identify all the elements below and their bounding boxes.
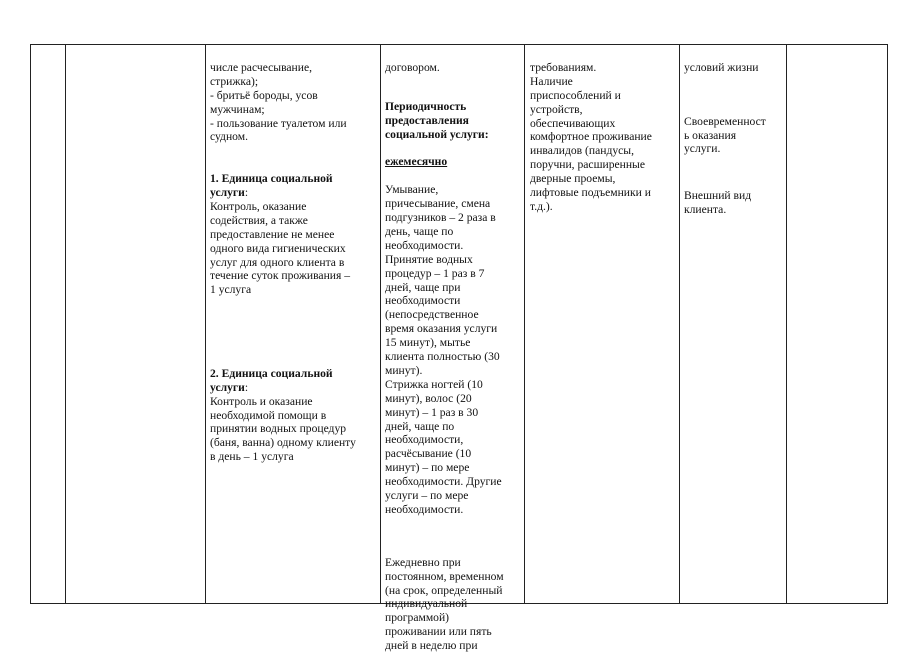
periodicity-value: ежемесячно [385, 155, 448, 169]
cell-quality [684, 47, 784, 231]
periodicity-residence: Ежедневно при постоянном, временном (на срок, определенный индивидуальной программой) проживании или пять дней в неделю при [385, 555, 504, 653]
column-divider [380, 44, 381, 604]
unit1-text: Контроль, оказание содействия, а также предоставление не менее одного вида гигиенических услуг для одного клиента в течение суток проживания – 1 услуга [210, 199, 351, 297]
table-top-border [30, 44, 888, 45]
column-divider [524, 44, 525, 604]
service-content-intro: числе расчесывание, стрижка); - бритьё бороды, усов мужчинам; - пользование туалетом или судном. [210, 60, 347, 144]
cell-conditions [530, 47, 678, 214]
unit2-text: Контроль и оказание необходимой помощи в принятии водных процедур (баня, ванна) одному клиенту в день – 1 услуга [210, 394, 356, 464]
cell-periodicity [385, 47, 523, 667]
unit2-heading: 2. Единица социальной услуги: [210, 366, 333, 394]
column-divider [786, 44, 787, 604]
conditions-text: требованиям. Наличие приспособлений и устройств, обеспечивающих комфортное проживание инвалидов (пандусы, поручни, расширенные дверные проемы, лифтовые подъемники и т.д.). [530, 60, 652, 213]
quality-text-3: Внешний вид клиента. [684, 189, 752, 217]
quality-text-1: условий жизни [684, 60, 759, 74]
quality-text-2: Своевременност ь оказания услуги. [684, 114, 766, 156]
column-divider [65, 44, 66, 604]
column-divider [679, 44, 680, 604]
column-divider [30, 44, 31, 604]
column-divider [205, 44, 206, 604]
cell-service-content [210, 47, 378, 478]
unit1-heading: 1. Единица социальной услуги: [210, 172, 333, 200]
periodicity-intro: договором. [385, 60, 440, 74]
periodicity-details: Умывание, причесывание, смена подгузников – 2 раза в день, чаще по необходимости. Принятие водных процедур – 1 раз в 7 дней, чаще при необходимости (непосредственное время оказания услуги 15 минут), мытье клиента полностью (30 минут). Стрижка ногтей (10 минут), волос (20 минут) – 1 раз в 30 дней, чаще по необходимости, расчёсывание (10 минут) – по мере необходимости. Другие услуги – по мере необходимости. [385, 183, 502, 516]
column-divider [887, 44, 888, 604]
periodicity-heading: Периодичность предоставления социальной услуги: [385, 99, 489, 141]
table [30, 44, 888, 653]
